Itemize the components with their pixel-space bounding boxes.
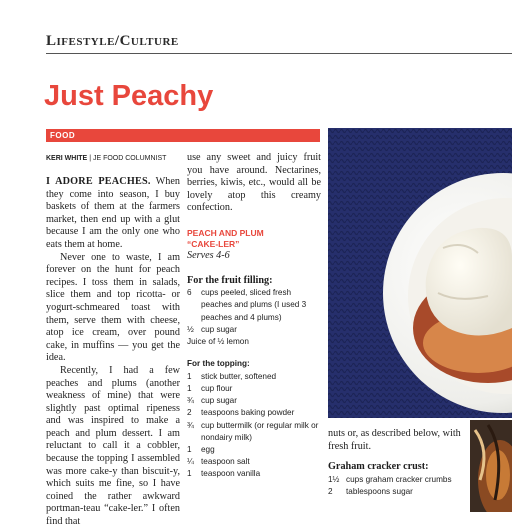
ingredient-qty: 1½ [328, 474, 340, 484]
secondary-photo-graphic [470, 420, 512, 512]
ingredient-text: teaspoon salt [201, 457, 250, 467]
ingredient-item [187, 287, 321, 324]
secondary-photo [470, 420, 512, 512]
paragraph-2: Never one to waste, I am forever on the hunt for peach recipes. I toss them in salads, slice them and top ricotta- or yogurt-schmeared toast with them, serve them with cheese, atop ice cream, over pound cake, in muffins — you get the idea. [46, 251, 180, 364]
ingredient-item [187, 371, 321, 383]
ingredient-item [187, 444, 321, 456]
ingredient-item [187, 420, 321, 444]
byline [46, 155, 166, 162]
article-title: Just Peachy [44, 80, 214, 112]
ingredient-text: cups peeled, sliced fresh peaches and plums (I used 3 peaches and 4 plums) [201, 288, 307, 322]
ingredient-qty: ¾ [187, 420, 194, 430]
dessert-photo-graphic [328, 128, 512, 418]
ingredient-item [328, 486, 462, 498]
category-bar [46, 129, 320, 142]
column-2 [187, 152, 321, 481]
paragraph-3: Recently, I had a few peaches and plums (another weakness of mine) that were slightly past optimal ripeness and was inspired to make a peach and plum dessert. I am reluctant to call it a cobbler, because the topping I assembled was more cake-y than biscuit-y, which suits me fine, so I have coined the rather awkward portman-teau “cake-ler.” I often find that [46, 364, 180, 528]
topping-heading: For the topping: [187, 359, 250, 369]
ingredient-qty: 1 [187, 444, 192, 454]
ingredient-text: teaspoons baking powder [201, 408, 295, 418]
column-3 [328, 428, 462, 498]
ingredient-text: cups graham cracker crumbs [346, 474, 452, 484]
ingredient-item [187, 395, 321, 407]
ingredient-qty: 1 [187, 383, 192, 393]
ingredient-item [328, 474, 462, 486]
ingredient-qty: ¼ [187, 457, 194, 467]
ingredient-item [187, 336, 321, 348]
recipe-title [187, 228, 321, 250]
section-rule [46, 53, 512, 54]
section-heading: Lifestyle/Culture [46, 33, 179, 49]
crust-heading: Graham cracker crust: [328, 461, 429, 473]
ingredient-qty: ¾ [187, 396, 194, 406]
ingredient-text: tablespoons sugar [346, 486, 413, 496]
recipe-title-line-2: “CAKE-LER” [187, 238, 240, 249]
ingredient-text: Juice of ½ lemon [187, 336, 249, 346]
ingredient-text: cup sugar [201, 324, 237, 334]
paragraph-1-text: When they come into season, I buy baskets of them at the farmers market, then end up with a glut because I am the only one who eats them at home. [46, 176, 180, 250]
ingredient-qty: 2 [187, 408, 192, 418]
ingredient-text: cup buttermilk (or regular milk or nondairy milk) [201, 420, 319, 442]
dessert-photo [328, 128, 512, 418]
intro-paragraph: use any sweet and juicy fruit you have around. Nectarines, berries, kiwis, etc., would all be lovely atop this creamy confection. [187, 152, 321, 214]
paragraph-1 [46, 176, 180, 252]
column-3-text: nuts or, as described below, with fresh fruit. [328, 428, 461, 452]
fruit-ingredients [187, 287, 321, 348]
ingredient-text: teaspoon vanilla [201, 469, 261, 479]
fruit-filling-heading: For the fruit filling: [187, 274, 273, 286]
author-name: KERI WHITE [46, 155, 88, 162]
ingredient-item [187, 383, 321, 395]
topping-ingredients [187, 371, 321, 481]
ingredient-qty: 1 [187, 469, 192, 479]
ingredient-qty: 1 [187, 371, 192, 381]
recipe-title-line-1: PEACH AND PLUM [187, 227, 264, 238]
column-1 [46, 176, 180, 529]
serves: Serves 4-6 [187, 249, 230, 261]
ingredient-text: egg [201, 444, 215, 454]
ingredient-qty: 2 [328, 486, 333, 496]
ingredient-qty: 6 [187, 288, 192, 298]
ingredient-item [187, 456, 321, 468]
ingredient-text: stick butter, softened [201, 371, 277, 381]
ingredient-item [187, 324, 321, 336]
ingredient-qty: ½ [187, 324, 194, 334]
ingredient-item [187, 407, 321, 419]
ingredient-text: cup sugar [201, 396, 237, 406]
author-role: | JE FOOD COLUMNIST [89, 155, 167, 162]
lead-in: I ADORE PEACHES. [46, 176, 151, 187]
category-label: FOOD [50, 131, 76, 140]
ingredient-item [187, 468, 321, 480]
ingredient-text: cup flour [201, 383, 233, 393]
